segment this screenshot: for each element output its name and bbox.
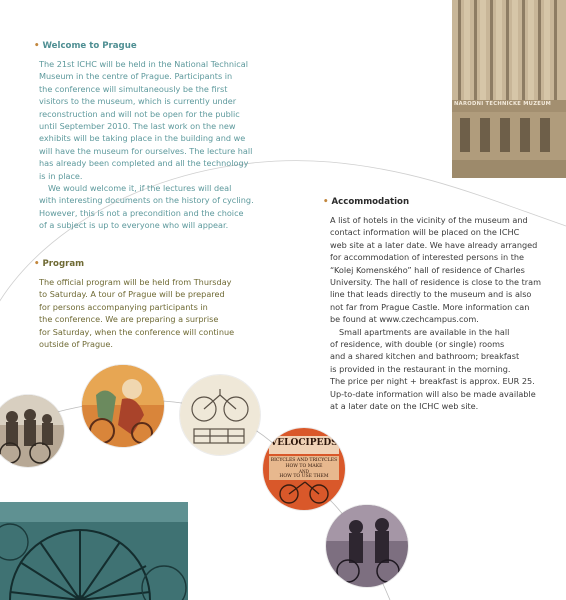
text-line: We would welcome it, if the lectures will deal	[48, 183, 232, 194]
text-line: visitors to the museum, which is currently under	[39, 96, 237, 107]
accommodation-section	[323, 197, 563, 413]
bicycle-engraving-illustration	[180, 375, 260, 455]
text-line: the conference will simultaneously be the first	[39, 83, 228, 94]
museum-sign: NÁRODNÍ TECHNICKÉ MUZEUM	[454, 101, 552, 107]
text-line: Small apartments are available in the hall	[339, 326, 510, 337]
text-line: A list of hotels in the vicinity of the museum and	[330, 215, 528, 225]
text-line: line that leads directly to the museum and is also	[330, 289, 532, 300]
velocipeds-book-cover	[263, 428, 345, 510]
text-line: is provided in the restaurant in the morning.	[330, 363, 511, 374]
text-line: to Saturday. A tour of Prague will be prepared	[39, 289, 225, 300]
text-line: Up-to-date information will also be made available	[330, 388, 536, 399]
text-line: Museum in the centre of Prague. Participants in	[39, 71, 233, 82]
text-line: be found at www.czechcampus.com.	[330, 314, 479, 325]
text-line: for accommodation of interested persons in the	[330, 252, 525, 263]
accommodation-body	[330, 214, 563, 413]
program-section	[34, 259, 274, 350]
program-body	[39, 276, 274, 350]
poster-line-1: BICYCLES AND TRICYCLES	[270, 458, 338, 463]
text-line: with interesting documents on the history of cycling.	[39, 195, 254, 206]
vintage-poster-painting	[82, 365, 164, 447]
text-line: web site at a later date. We have already arranged	[330, 239, 538, 250]
text-line: exhibits will be taking place in the building and we	[39, 133, 246, 144]
poster-line-3: AND	[298, 469, 310, 474]
text-line: at a later date on the ICHC web site.	[330, 401, 479, 412]
poster-line-4: HOW TO USE THEM	[279, 474, 329, 479]
text-line: is in place.	[39, 170, 83, 181]
text-line: of residence, with double (or single) rooms	[330, 339, 505, 350]
text-line: has already been completed and all the technology	[39, 158, 249, 169]
text-line: for Saturday, when the conference will continue	[39, 326, 235, 337]
text-line: The 21st ICHC will be held in the National Technical	[39, 59, 249, 69]
text-line: of a subject is up to everyone who will appear.	[39, 220, 229, 231]
museum-building-photo	[452, 0, 566, 178]
text-line: will have the museum for ourselves. The lecture hall	[39, 145, 253, 156]
welcome-body	[39, 58, 274, 232]
accommodation-heading: • Accommodation	[323, 197, 410, 207]
text-line: reconstruction and will not be open for the public	[39, 108, 240, 119]
text-line: However, this is not a precondition and the choice	[39, 207, 244, 218]
text-line: for persons accompanying participants in	[39, 301, 208, 312]
text-line: not far from Prague Castle. More information can	[330, 301, 530, 312]
text-line: the conference. We are preparing a surprise	[39, 314, 219, 325]
text-line: and a shared kitchen and bathroom; breakfast	[330, 351, 520, 362]
welcome-heading: • Welcome to Prague	[34, 41, 137, 51]
welcome-section	[34, 41, 274, 232]
text-line: The price per night + breakfast is approx. EUR 25.	[330, 376, 535, 387]
text-line: The official program will be held from Thursday	[39, 277, 232, 287]
program-heading: • Program	[34, 259, 85, 269]
high-wheel-bicycle-photo	[0, 502, 188, 600]
text-line: until September 2010. The last work on the new	[39, 121, 236, 132]
poster-line-2: HOW TO MAKE	[285, 464, 323, 469]
poster-title: VELOCIPEDS	[270, 438, 338, 448]
text-line: University. The hall of residence is close to the tram	[330, 277, 541, 288]
text-line: outside of Prague.	[39, 339, 113, 350]
text-line: contact information will be placed on the ICHC	[330, 227, 520, 238]
men-with-bicycles-photo	[326, 505, 408, 587]
text-line: “Kolej Komenského” hall of residence of Charles	[330, 264, 525, 275]
